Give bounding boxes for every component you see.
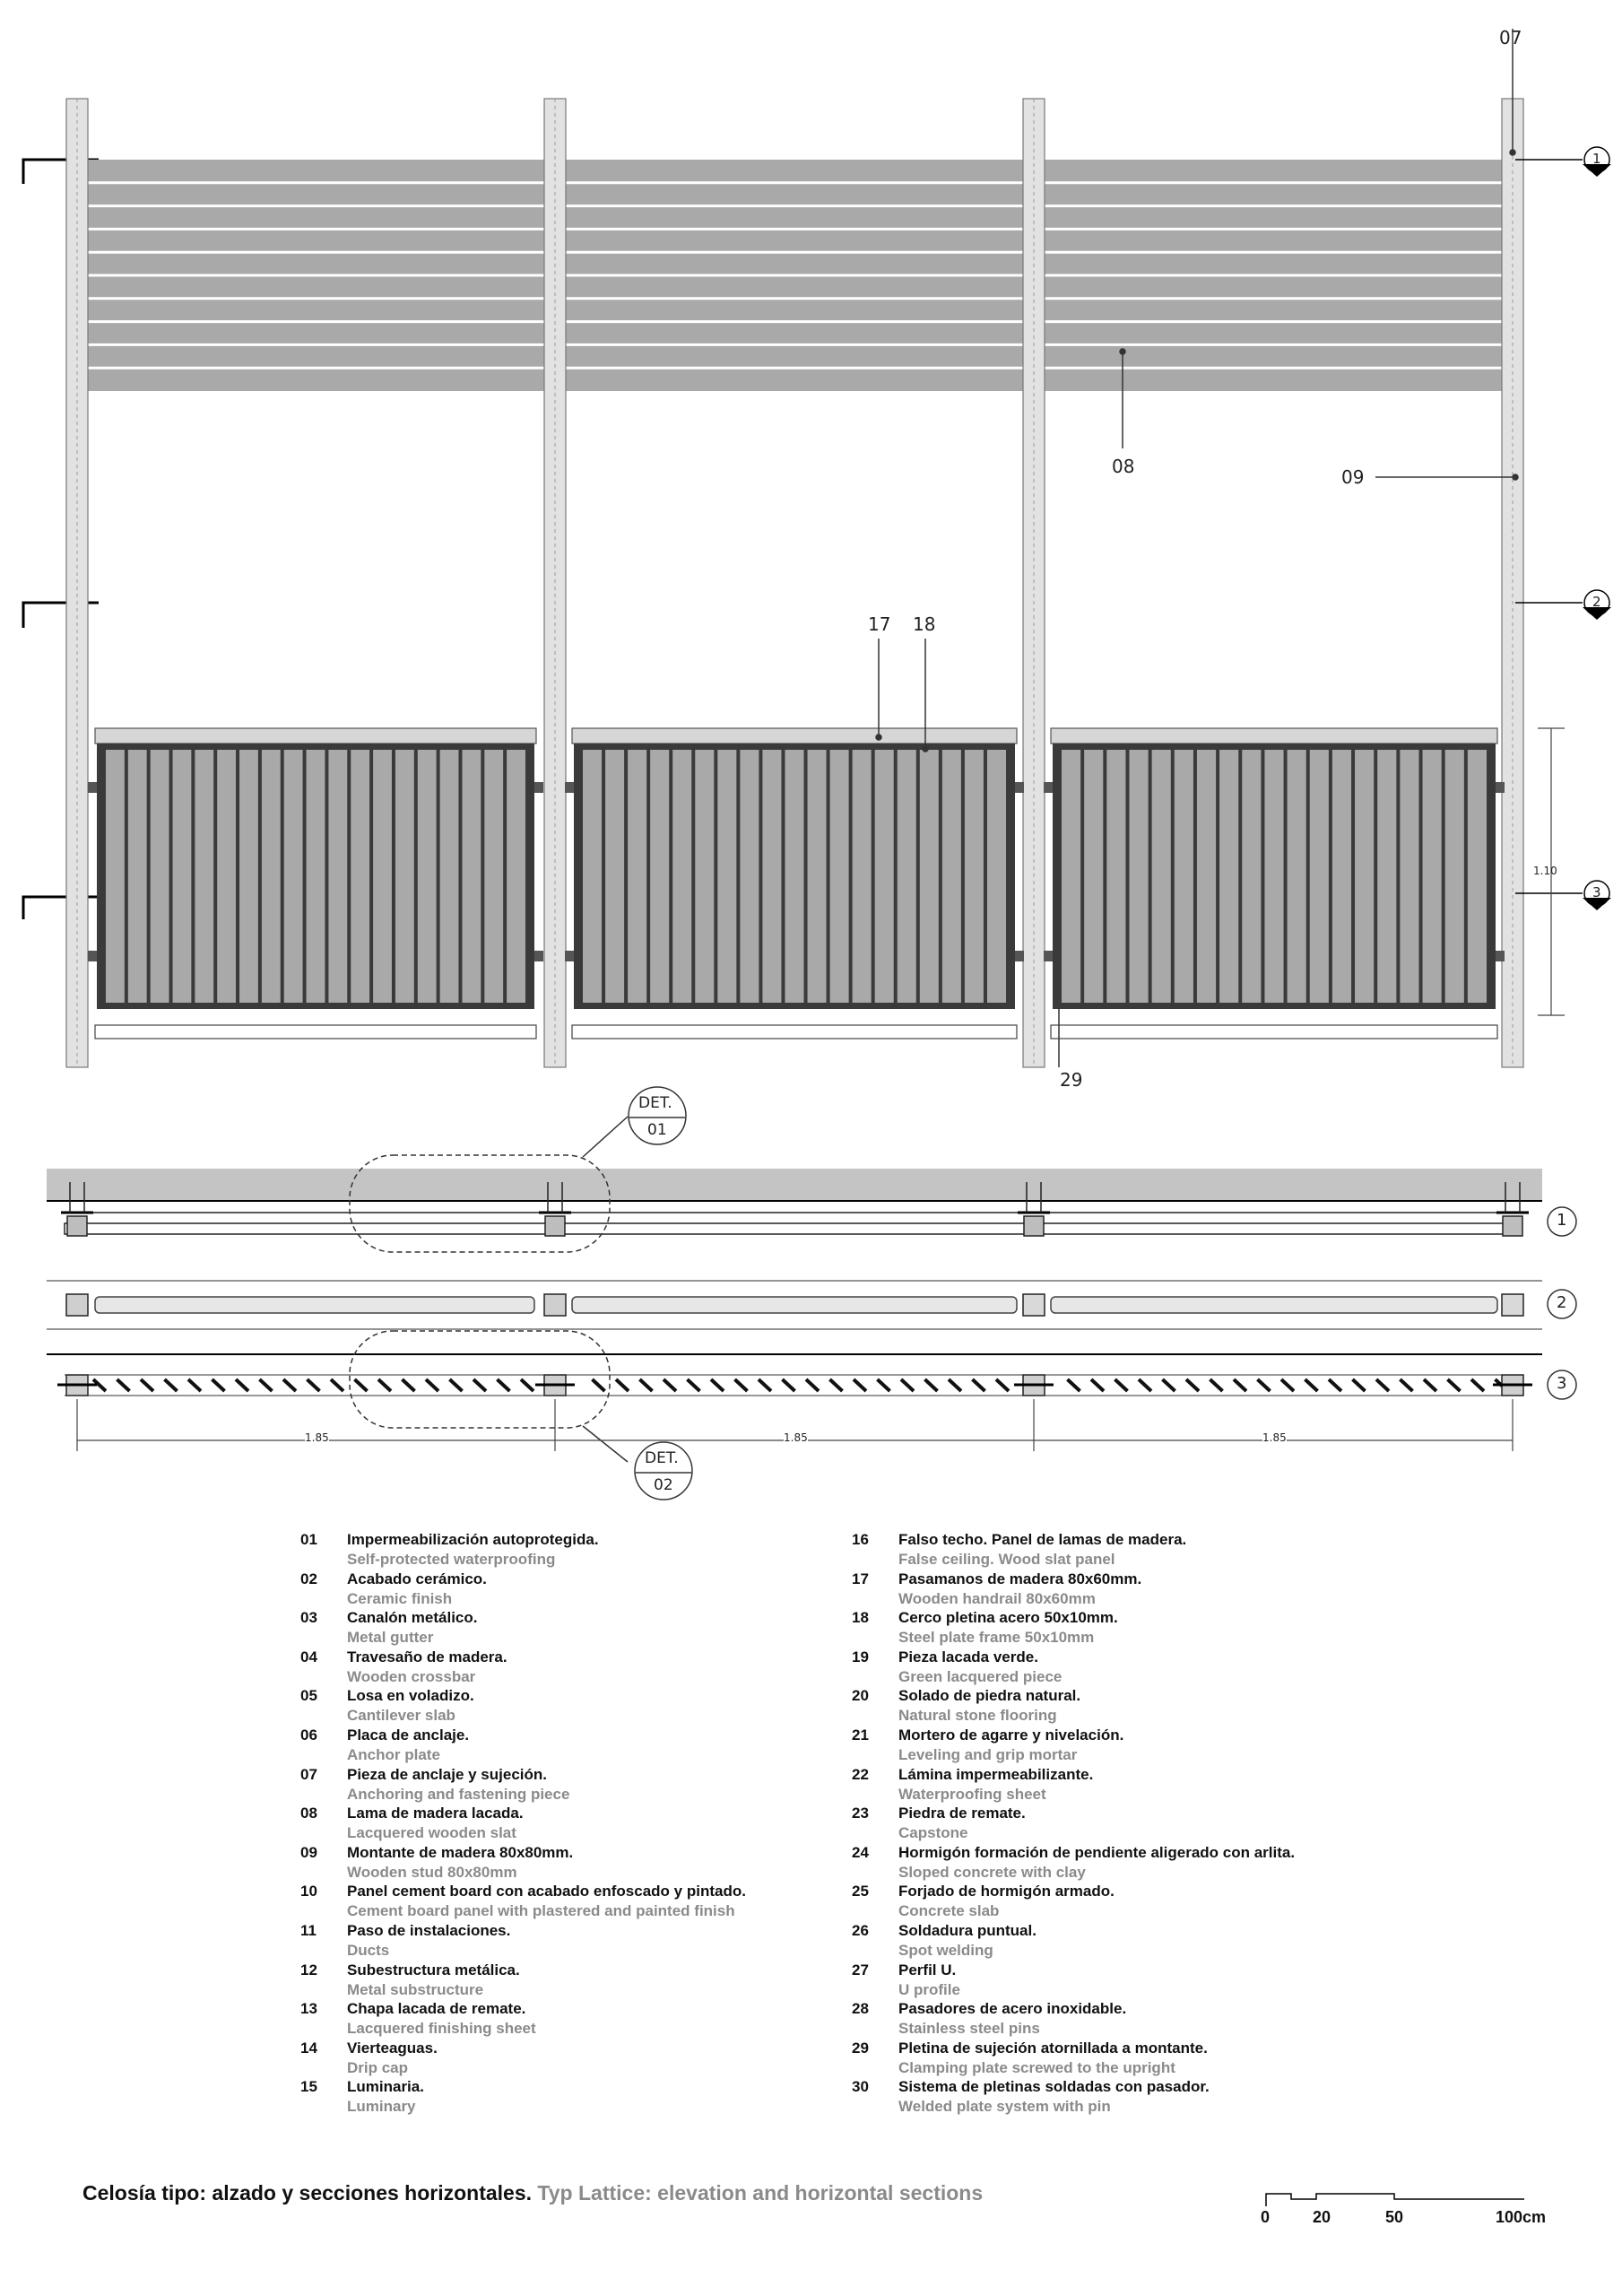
vertical-slat (942, 750, 961, 1003)
clamp-plate (1015, 951, 1024, 961)
slat-section (1163, 1379, 1175, 1391)
dim-label-span-1: 1.85 (305, 1431, 329, 1444)
vertical-slat (672, 750, 691, 1003)
section-references-right (1515, 147, 1611, 910)
drawing-caption (82, 2181, 983, 2205)
slat-section (331, 1379, 343, 1391)
vertical-slat (1175, 750, 1193, 1003)
slat-section (213, 1379, 225, 1391)
dim-label-height: 1.10 (1533, 865, 1557, 877)
vertical-slat (1106, 750, 1125, 1003)
slat-section (1305, 1379, 1318, 1391)
legend-text-english: False ceiling. Wood slat panel (898, 1551, 1115, 1568)
vertical-slat (1219, 750, 1238, 1003)
legend-text-english: Drip cap (347, 2058, 409, 2076)
vertical-slat (1197, 750, 1216, 1003)
legend-number: 20 (852, 1687, 869, 1705)
legend-text-english: Concrete slab (898, 1902, 1000, 1920)
clamp-plate (88, 782, 97, 793)
legend-text-english: Steel plate frame 50x10mm (898, 1629, 1095, 1647)
legend-text-spanish: Travesaño de madera. (347, 1648, 507, 1665)
legend-text-spanish: Panel cement board con acabado enfoscado y pintado. (347, 1883, 746, 1900)
legend-text-spanish: Pletina de sujeción atornillada a montante. (898, 2039, 1208, 2057)
vertical-slat (440, 750, 459, 1003)
slat-section (854, 1379, 866, 1391)
legend-text-spanish: Montante de madera 80x80mm. (347, 1843, 574, 1861)
vertical-slat (484, 750, 503, 1003)
legend-text-english: Welded plate system with pin (898, 2098, 1111, 2116)
label-18: 18 (913, 613, 936, 635)
vertical-slat (151, 750, 169, 1003)
label-29: 29 (1060, 1069, 1083, 1091)
vertical-slat (1084, 750, 1103, 1003)
legend-number: 11 (300, 1922, 317, 1939)
slat-section (308, 1379, 320, 1391)
legend-number: 01 (300, 1531, 317, 1548)
vertical-slat (328, 750, 347, 1003)
vertical-slat (605, 750, 624, 1003)
slat-section (473, 1379, 486, 1391)
slat-section (355, 1379, 368, 1391)
legend-text-spanish: Impermeabilización autoprotegida. (347, 1531, 599, 1548)
vertical-slat (1355, 750, 1374, 1003)
vertical-slat (1288, 750, 1306, 1003)
slat-section (806, 1379, 819, 1391)
legend-text-english: Capstone (898, 1824, 968, 1842)
legend-text-spanish: Subestructura metálica. (347, 1961, 520, 1979)
legend-text-spanish: Perfil U. (898, 1961, 957, 1979)
slat-section (901, 1379, 914, 1391)
scale-label-100: 100cm (1496, 2208, 1547, 2226)
legend-text-spanish: Pieza de anclaje y sujeción. (347, 1765, 547, 1783)
legend-text-spanish: Luminaria. (347, 2078, 424, 2096)
vertical-slat (650, 750, 669, 1003)
section-label-2: 2 (1557, 1293, 1567, 1312)
section-3 (47, 1354, 1576, 1399)
legend-number: 16 (852, 1531, 869, 1548)
vertical-slat (583, 750, 602, 1003)
slat-section (1424, 1379, 1436, 1391)
vertical-slat (195, 750, 213, 1003)
legend-text-spanish: Lámina impermeabilizante. (898, 1765, 1094, 1783)
legend-text-spanish: Paso de instalaciones. (347, 1922, 511, 1939)
label-17: 17 (868, 613, 891, 635)
slat-section (117, 1379, 130, 1391)
clamp-plate (1496, 782, 1505, 793)
legend-text-english: Natural stone flooring (898, 1707, 1057, 1725)
caption-english: Typ Lattice: elevation and horizontal sections (537, 2181, 984, 2205)
handrail (572, 728, 1017, 744)
slat-section (378, 1379, 391, 1391)
slat-section (1281, 1379, 1294, 1391)
post-section (1024, 1216, 1044, 1236)
legend-number: 17 (852, 1570, 869, 1587)
label-08: 08 (1112, 456, 1135, 477)
vertical-slat (875, 750, 894, 1003)
vertical-slat (462, 750, 481, 1003)
slat-section (283, 1379, 296, 1391)
legend-text-spanish: Vierteaguas. (347, 2039, 438, 2057)
detail-01-number: 01 (647, 1121, 667, 1139)
top-slat-band (88, 160, 1505, 391)
legend-text-spanish: Falso techo. Panel de lamas de madera. (898, 1531, 1187, 1548)
legend-text-spanish: Soldadura puntual. (898, 1922, 1037, 1939)
legend-text-english: Anchoring and fastening piece (347, 1785, 570, 1803)
slat-section (426, 1379, 438, 1391)
clamp-plate (565, 951, 574, 961)
vertical-slat (1310, 750, 1329, 1003)
vertical-slat (173, 750, 192, 1003)
slat-section (1329, 1379, 1341, 1391)
vertical-slat (830, 750, 849, 1003)
slat-section (1186, 1379, 1199, 1391)
slat-section (1471, 1379, 1484, 1391)
clamp-plate (88, 951, 97, 961)
legend-text-english: Wooden handrail 80x60mm (898, 1589, 1096, 1607)
clamp-plate (534, 951, 543, 961)
vertical-slat (1062, 750, 1080, 1003)
slat-section (1401, 1379, 1413, 1391)
slat-section (1234, 1379, 1246, 1391)
vertical-slat (1377, 750, 1396, 1003)
vertical-slat (1242, 750, 1261, 1003)
legend-number: 08 (300, 1805, 317, 1822)
section-ref-1: 1 (1592, 151, 1601, 167)
legend-number: 22 (852, 1765, 869, 1783)
vertical-slat (307, 750, 325, 1003)
legend-number: 28 (852, 2000, 869, 2018)
legend-text-spanish: Pieza lacada verde. (898, 1648, 1038, 1665)
post-section (544, 1294, 566, 1316)
legend-text-spanish: Chapa lacada de remate. (347, 2000, 526, 2018)
legend-number: 13 (300, 2000, 317, 2018)
legend-text-spanish: Piedra de remate. (898, 1805, 1026, 1822)
vertical-slat (762, 750, 781, 1003)
dim-label-span-2: 1.85 (784, 1431, 808, 1444)
legend-number: 29 (852, 2039, 869, 2057)
slat-section (688, 1379, 700, 1391)
clamp-plate (1044, 782, 1053, 793)
legend-number: 04 (300, 1648, 317, 1665)
vertical-slat (965, 750, 984, 1003)
slat-section (1448, 1379, 1461, 1391)
vertical-slat (1152, 750, 1171, 1003)
slat-section (1068, 1379, 1080, 1391)
slat-section (1091, 1379, 1104, 1391)
vertical-slat (1445, 750, 1464, 1003)
vertical-slat (239, 750, 258, 1003)
detail-02-label: DET. (645, 1449, 679, 1467)
legend-number: 30 (852, 2078, 869, 2096)
legend-text-english: Ducts (347, 1942, 390, 1959)
slat-section (141, 1379, 153, 1391)
legend-text-english: Stainless steel pins (898, 2020, 1040, 2038)
legend-text-english: Sloped concrete with clay (898, 1863, 1086, 1881)
slat-section (1376, 1379, 1389, 1391)
legend-number: 24 (852, 1843, 869, 1861)
legend-text-spanish: Solado de piedra natural. (898, 1687, 1081, 1705)
post-section (1503, 1216, 1522, 1236)
legend-text-spanish: Cerco pletina acero 50x10mm. (898, 1609, 1118, 1627)
label-07: 07 (1499, 27, 1522, 48)
slat-section (498, 1379, 510, 1391)
vertical-slat (507, 750, 525, 1003)
slat-section (593, 1379, 605, 1391)
bottom-rail (572, 1025, 1017, 1039)
vertical-slat (717, 750, 736, 1003)
scale-label-0: 0 (1261, 2208, 1271, 2226)
legend-number: 21 (852, 1726, 869, 1744)
vertical-slat (987, 750, 1006, 1003)
legend-number: 18 (852, 1609, 869, 1627)
clamp-plate (1015, 782, 1024, 793)
legend-number: 27 (852, 1961, 869, 1979)
slat-section (521, 1379, 533, 1391)
legend-number: 05 (300, 1687, 317, 1705)
slat-section (236, 1379, 248, 1391)
slat-section (973, 1379, 985, 1391)
slat-section (1210, 1379, 1223, 1391)
legend-text-english: Spot welding (898, 1942, 993, 1959)
slat-section (664, 1379, 676, 1391)
legend-text-spanish: Hormigón formación de pendiente aligerado con arlita. (898, 1843, 1296, 1861)
legend-number: 12 (300, 1961, 317, 1979)
slat-section (1115, 1379, 1128, 1391)
legend-number: 25 (852, 1883, 869, 1900)
legend-text-english: Metal substructure (347, 1980, 484, 1998)
slat-section (830, 1379, 843, 1391)
legend-number: 09 (300, 1843, 317, 1861)
slat-section (260, 1379, 273, 1391)
vertical-slat (1423, 750, 1442, 1003)
slat-section (450, 1379, 463, 1391)
caption-spanish: Celosía tipo: alzado y secciones horizontales. (82, 2181, 533, 2205)
detail-01-label: DET. (638, 1094, 672, 1112)
vertical-slat (106, 750, 125, 1003)
vertical-slat (920, 750, 939, 1003)
legend-text-english: Wooden stud 80x80mm (347, 1863, 517, 1881)
slat-section (640, 1379, 653, 1391)
scale-bar (1266, 2194, 1524, 2206)
legend-text-english: Lacquered wooden slat (347, 1824, 516, 1842)
bottom-rail (95, 1025, 536, 1039)
legend-text-english: Green lacquered piece (898, 1667, 1063, 1685)
vertical-slat (740, 750, 759, 1003)
slat-section (165, 1379, 178, 1391)
legend-number: 10 (300, 1883, 317, 1900)
legend-number: 02 (300, 1570, 317, 1587)
legend-text-spanish: Forjado de hormigón armado. (898, 1883, 1115, 1900)
vertical-slat (418, 750, 437, 1003)
slat-section (188, 1379, 201, 1391)
vertical-slat (898, 750, 916, 1003)
railing-panels (88, 728, 1505, 1039)
scale-label-50: 50 (1385, 2208, 1404, 2226)
legend-number: 26 (852, 1922, 869, 1939)
vertical-slat (1400, 750, 1418, 1003)
legend-text-spanish: Placa de anclaje. (347, 1726, 470, 1744)
vertical-slat (628, 750, 646, 1003)
legend-number: 19 (852, 1648, 869, 1665)
legend-text-spanish: Losa en voladizo. (347, 1687, 474, 1705)
legend-text-spanish: Mortero de agarre y nivelación. (898, 1726, 1124, 1744)
label-09: 09 (1341, 466, 1365, 488)
handrail (1051, 728, 1497, 744)
post-section (1502, 1294, 1523, 1316)
legend-number: 03 (300, 1609, 317, 1627)
legend-text-english: Anchor plate (347, 1746, 440, 1763)
slat-section (996, 1379, 1009, 1391)
slat-section (783, 1379, 795, 1391)
bottom-rail (1051, 1025, 1497, 1039)
legend-text-english: Wooden crossbar (347, 1667, 476, 1685)
clamp-plate (1044, 951, 1053, 961)
vertical-slat (1468, 750, 1487, 1003)
legend-number: 14 (300, 2039, 317, 2057)
legend-text-english: Metal gutter (347, 1629, 434, 1647)
detail-callouts (350, 1087, 692, 1500)
slat-section (1353, 1379, 1366, 1391)
legend-text-spanish: Pasadores de acero inoxidable. (898, 2000, 1127, 2018)
vertical-slat (284, 750, 303, 1003)
legend-text-english: Leveling and grip mortar (898, 1746, 1078, 1763)
section-ref-3: 3 (1592, 884, 1601, 900)
legend-text-english: Cantilever slab (347, 1707, 455, 1725)
vertical-slat (1332, 750, 1351, 1003)
section-ref-2: 2 (1592, 594, 1601, 610)
vertical-slat (1129, 750, 1148, 1003)
slat-section (403, 1379, 415, 1391)
vertical-slat (373, 750, 392, 1003)
slat-section (925, 1379, 938, 1391)
legend-text-english: U profile (898, 1980, 960, 1998)
slat-section (759, 1379, 771, 1391)
legend-text-english: Luminary (347, 2098, 416, 2116)
vertical-slat (1264, 750, 1283, 1003)
section-label-3: 3 (1557, 1374, 1567, 1393)
slat-section (949, 1379, 961, 1391)
post-section (66, 1294, 88, 1316)
section-label-1: 1 (1557, 1211, 1567, 1230)
detail-02-number: 02 (654, 1476, 673, 1494)
legend-text-english: Waterproofing sheet (898, 1785, 1046, 1803)
post-section (67, 1216, 87, 1236)
legend-text-english: Cement board panel with plastered and painted finish (347, 1902, 735, 1920)
vertical-slat (808, 750, 827, 1003)
vertical-slat (351, 750, 369, 1003)
slat-section (616, 1379, 629, 1391)
vertical-slat (217, 750, 236, 1003)
legend-text-spanish: Acabado cerámico. (347, 1570, 487, 1587)
legend-text-spanish: Lama de madera lacada. (347, 1805, 524, 1822)
vertical-slat (395, 750, 414, 1003)
vertical-slat (853, 750, 872, 1003)
dim-label-span-3: 1.85 (1262, 1431, 1287, 1444)
clamp-plate (1496, 951, 1505, 961)
handrail (95, 728, 536, 744)
post-section (545, 1216, 565, 1236)
scale-label-20: 20 (1313, 2208, 1331, 2226)
legend-text-english: Lacquered finishing sheet (347, 2020, 536, 2038)
vertical-slat (695, 750, 714, 1003)
legend-text-english: Ceramic finish (347, 1589, 453, 1607)
clamp-plate (534, 782, 543, 793)
legend-number: 23 (852, 1805, 869, 1822)
legend-number: 15 (300, 2078, 317, 2096)
slat-section (878, 1379, 890, 1391)
legend-number: 07 (300, 1765, 317, 1783)
slat-section (1139, 1379, 1151, 1391)
legend-text-spanish: Canalón metálico. (347, 1609, 478, 1627)
slat-section (711, 1379, 724, 1391)
section-1 (47, 1169, 1576, 1236)
vertical-slat (128, 750, 147, 1003)
legend-number: 06 (300, 1726, 317, 1744)
legend-text-english: Clamping plate screwed to the upright (898, 2058, 1175, 2076)
slat-section (735, 1379, 748, 1391)
clamp-plate (565, 782, 574, 793)
vertical-slat (262, 750, 281, 1003)
post-section (1023, 1294, 1045, 1316)
legend-text-spanish: Sistema de pletinas soldadas con pasador. (898, 2078, 1210, 2096)
vertical-slat (785, 750, 803, 1003)
legend-text-spanish: Pasamanos de madera 80x60mm. (898, 1570, 1142, 1587)
section-2 (47, 1281, 1576, 1329)
slat-section (1258, 1379, 1271, 1391)
legend-text-english: Self-protected waterproofing (347, 1551, 556, 1568)
